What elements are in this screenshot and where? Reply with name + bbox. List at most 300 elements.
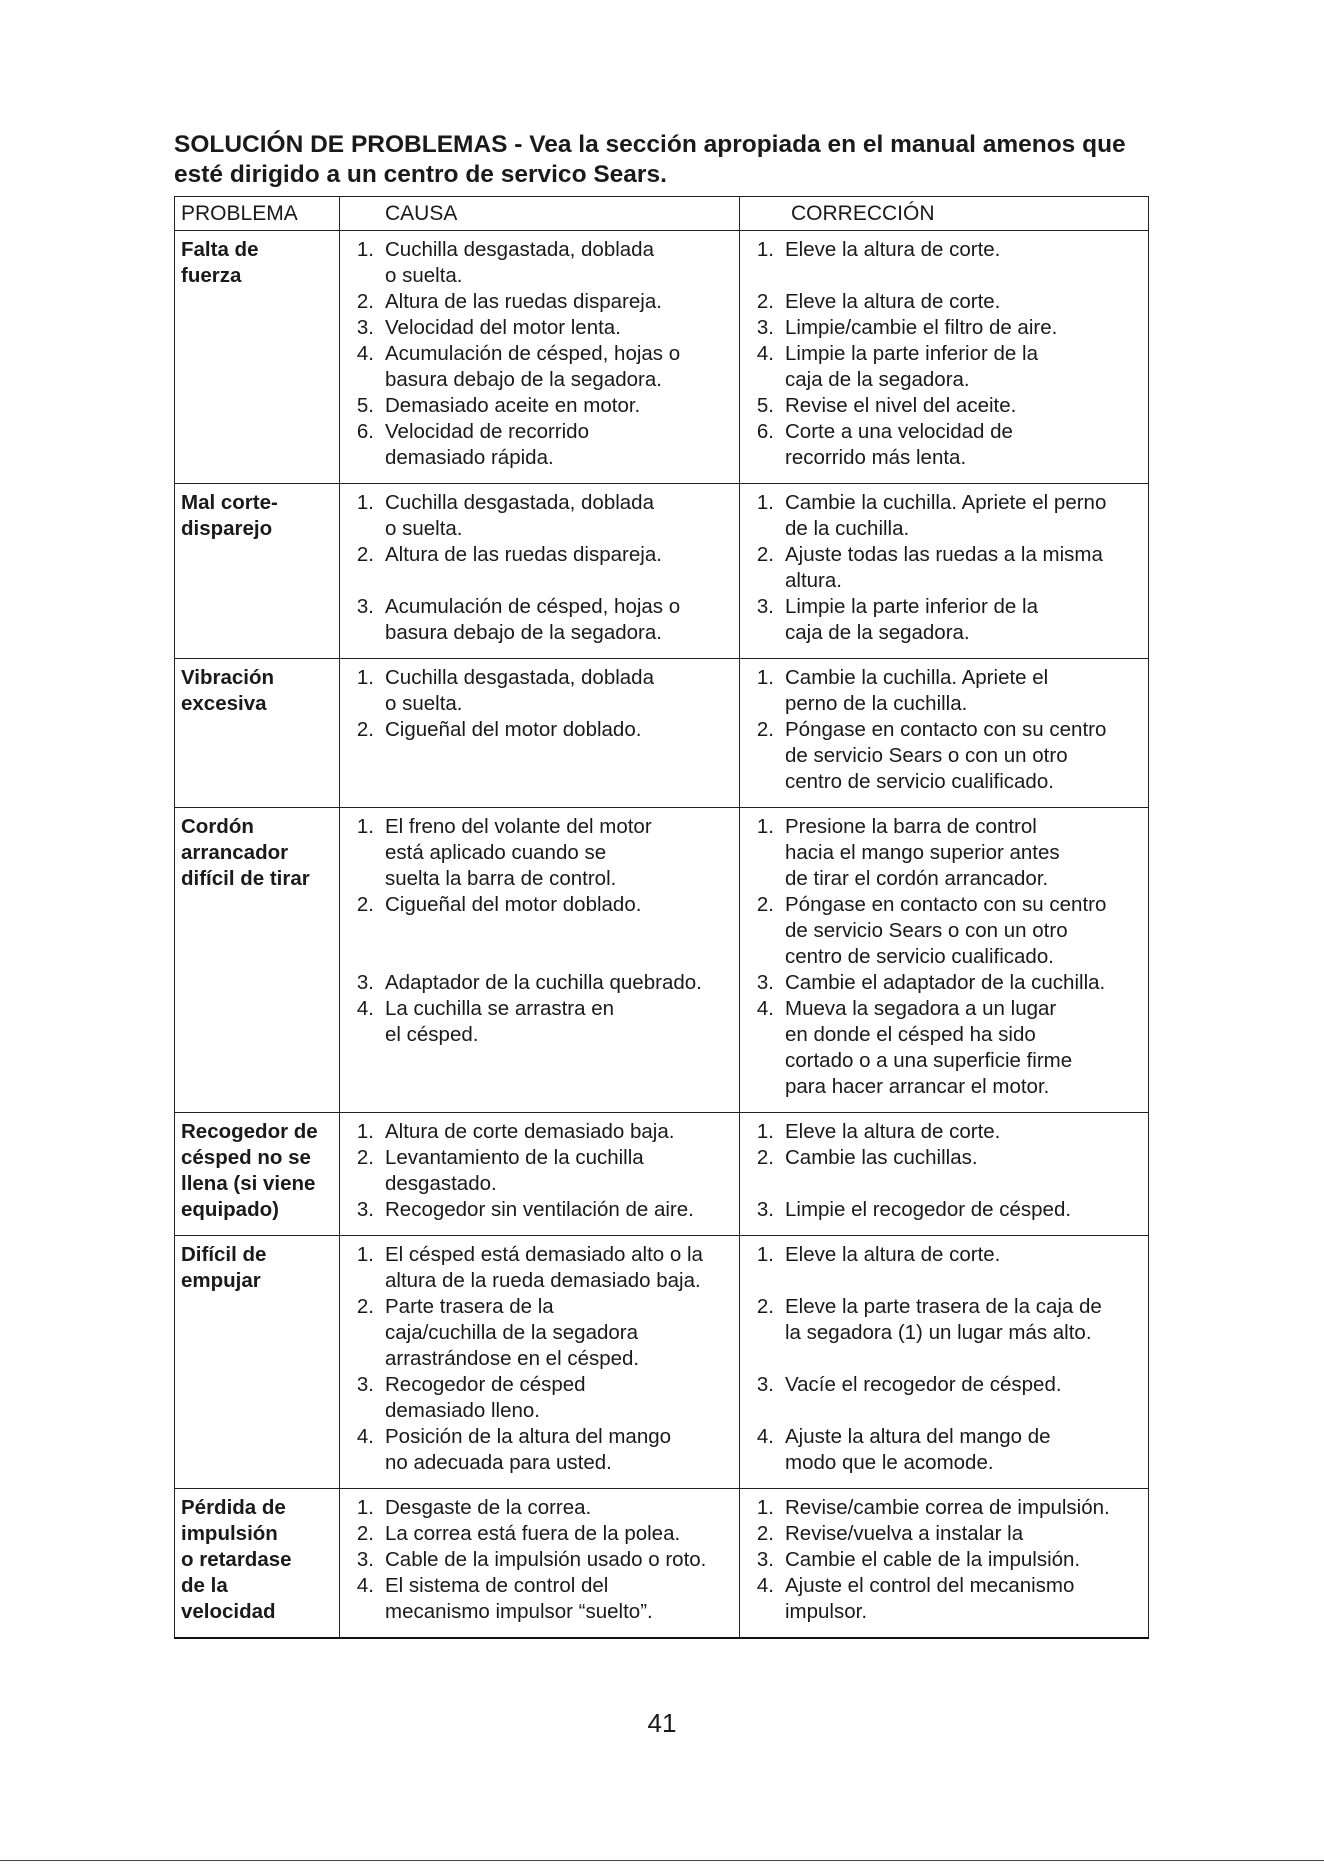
troubleshooting-table: [174, 196, 1149, 1639]
correction-item: [740, 1547, 1144, 1573]
item-line: Altura de las ruedas dispareja.: [385, 543, 662, 566]
item-line: Presione la barra de control: [785, 815, 1037, 838]
item-text: [385, 542, 735, 568]
item-number: 3.: [756, 595, 774, 618]
item-line: Altura de las ruedas dispareja.: [385, 290, 662, 313]
problem-line: césped no se: [181, 1146, 311, 1169]
item-line: perno de la cuchilla.: [785, 692, 968, 715]
item-number: 4.: [756, 1425, 774, 1448]
item-number: 3.: [756, 971, 774, 994]
item-number: 4.: [756, 342, 774, 365]
item-number: 1.: [756, 666, 774, 689]
item-text: [385, 1372, 735, 1424]
problem-line: Recogedor de: [181, 1120, 318, 1143]
item-line: Altura de corte demasiado baja.: [385, 1120, 675, 1143]
cause-item: [340, 665, 735, 717]
item-number: 3.: [756, 1373, 774, 1396]
item-line: de servicio Sears o con un otro: [785, 919, 1068, 942]
item-text: [385, 996, 735, 1048]
item-number: 1.: [756, 1120, 774, 1143]
spacer: [740, 263, 1144, 289]
correction-item: [740, 1197, 1144, 1223]
title-line-1: SOLUCIÓN DE PROBLEMAS - Vea la sección apropiada en el manual amenos que: [174, 131, 1126, 158]
item-line: Limpie/cambie el filtro de aire.: [785, 316, 1058, 339]
item-text: [385, 1242, 735, 1294]
item-line: en donde el césped ha sido: [785, 1023, 1036, 1046]
cause-item: [340, 717, 735, 743]
item-text: [785, 1547, 1144, 1573]
cause-cell: [340, 1113, 740, 1236]
item-line: La cuchilla se arrastra en: [385, 997, 615, 1020]
item-line: suelta la barra de control.: [385, 867, 617, 890]
correction-cell: [740, 1489, 1149, 1639]
item-text: [385, 970, 735, 996]
item-text: [785, 419, 1144, 471]
header-correction: CORRECCIÓN: [740, 197, 1149, 231]
item-line: Revise/vuelva a instalar la: [785, 1522, 1024, 1545]
correction-item: [740, 1242, 1144, 1268]
item-line: Cambie el cable de la impulsión.: [785, 1548, 1081, 1571]
item-line: demasiado rápida.: [385, 446, 554, 469]
item-number: 4.: [356, 997, 374, 1020]
header-cause: CAUSA: [340, 197, 740, 231]
item-line: está aplicado cuando se: [385, 841, 607, 864]
item-line: modo que le acomode.: [785, 1451, 994, 1474]
item-text: [385, 1119, 735, 1145]
cause-item: [340, 1521, 735, 1547]
cause-item: [340, 542, 735, 568]
item-number: 3.: [356, 971, 374, 994]
item-line: Velocidad de recorrido: [385, 420, 589, 443]
item-line: Póngase en contacto con su centro: [785, 718, 1107, 741]
item-line: basura debajo de la segadora.: [385, 368, 662, 391]
item-number: 1.: [356, 1243, 374, 1266]
item-number: 6.: [356, 420, 374, 443]
item-number: 3.: [756, 1548, 774, 1571]
item-line: o suelta.: [385, 264, 463, 287]
cause-cell: [340, 1236, 740, 1489]
item-number: 1.: [356, 666, 374, 689]
item-text: [785, 1294, 1144, 1346]
item-line: Cigueñal del motor doblado.: [385, 718, 642, 741]
item-line: Cuchilla desgastada, doblada: [385, 491, 654, 514]
problem-line: impulsión: [181, 1522, 278, 1545]
item-number: 2.: [356, 1522, 374, 1545]
item-number: 3.: [356, 316, 374, 339]
item-text: [785, 1372, 1144, 1398]
item-line: centro de servicio cualificado.: [785, 945, 1054, 968]
table-body: [175, 231, 1149, 1639]
item-line: La correa está fuera de la polea.: [385, 1522, 681, 1545]
item-text: [785, 1197, 1144, 1223]
item-line: cortado o a una superficie firme: [785, 1049, 1073, 1072]
cause-item: [340, 996, 735, 1048]
item-line: Levantamiento de la cuchilla: [385, 1146, 644, 1169]
item-text: [385, 1521, 735, 1547]
item-line: Limpie la parte inferior de la: [785, 342, 1038, 365]
cause-item: [340, 341, 735, 393]
cause-item: [340, 1294, 735, 1372]
item-line: Cuchilla desgastada, doblada: [385, 666, 654, 689]
cause-item: [340, 970, 735, 996]
item-line: Mueva la segadora a un lugar: [785, 997, 1057, 1020]
table-row: [175, 1113, 1149, 1236]
item-line: Acumulación de césped, hojas o: [385, 342, 681, 365]
spacer: [340, 918, 735, 970]
item-number: 1.: [356, 1496, 374, 1519]
correction-item: [740, 1145, 1144, 1171]
item-number: 2.: [356, 718, 374, 741]
problem-line: Falta de: [181, 238, 259, 261]
item-line: Póngase en contacto con su centro: [785, 893, 1107, 916]
item-line: Eleve la parte trasera de la caja de: [785, 1295, 1102, 1318]
item-text: [785, 717, 1144, 795]
item-line: basura debajo de la segadora.: [385, 621, 662, 644]
item-text: [785, 490, 1144, 542]
item-number: 2.: [356, 543, 374, 566]
item-line: Acumulación de césped, hojas o: [385, 595, 681, 618]
item-text: [785, 1424, 1144, 1476]
item-line: caja de la segadora.: [785, 621, 970, 644]
item-number: 3.: [756, 1198, 774, 1221]
item-line: centro de servicio cualificado.: [785, 770, 1054, 793]
item-number: 3.: [356, 1198, 374, 1221]
cause-cell: [340, 484, 740, 659]
item-text: [385, 393, 735, 419]
correction-cell: [740, 484, 1149, 659]
problem-line: Difícil de: [181, 1243, 267, 1266]
item-line: o suelta.: [385, 517, 463, 540]
item-line: impulsor.: [785, 1600, 868, 1623]
problem-cell: [175, 1236, 340, 1489]
cause-item: [340, 1573, 735, 1625]
item-line: Limpie el recogedor de césped.: [785, 1198, 1072, 1221]
item-number: 3.: [356, 595, 374, 618]
item-line: Parte trasera de la: [385, 1295, 554, 1318]
item-text: [785, 996, 1144, 1100]
item-line: la segadora (1) un lugar más alto.: [785, 1321, 1092, 1344]
correction-item: [740, 665, 1144, 717]
item-text: [385, 1145, 735, 1197]
table-row: [175, 231, 1149, 484]
item-line: Posición de la altura del mango: [385, 1425, 672, 1448]
item-line: altura de la rueda demasiado baja.: [385, 1269, 701, 1292]
item-line: Vacíe el recogedor de césped.: [785, 1373, 1062, 1396]
correction-item: [740, 814, 1144, 892]
item-text: [385, 315, 735, 341]
table-row: [175, 484, 1149, 659]
correction-item: [740, 996, 1144, 1100]
correction-item: [740, 594, 1144, 646]
item-number: 2.: [756, 1295, 774, 1318]
item-number: 1.: [756, 815, 774, 838]
cause-item: [340, 892, 735, 918]
problem-line: Cordón: [181, 815, 254, 838]
item-line: Cambie la cuchilla. Apriete el: [785, 666, 1049, 689]
cause-item: [340, 393, 735, 419]
item-number: 3.: [356, 1373, 374, 1396]
item-line: Eleve la altura de corte.: [785, 290, 1001, 313]
item-number: 2.: [356, 893, 374, 916]
item-line: de tirar el cordón arrancador.: [785, 867, 1049, 890]
item-text: [785, 1145, 1144, 1171]
item-number: 6.: [756, 420, 774, 443]
cause-item: [340, 1424, 735, 1476]
item-number: 1.: [756, 1243, 774, 1266]
item-text: [785, 237, 1144, 263]
item-line: El freno del volante del motor: [385, 815, 652, 838]
item-line: Cuchilla desgastada, doblada: [385, 238, 654, 261]
item-text: [385, 717, 735, 743]
item-text: [785, 1495, 1144, 1521]
item-text: [785, 892, 1144, 970]
cause-cell: [340, 808, 740, 1113]
item-text: [385, 814, 735, 892]
item-line: Recogedor de césped: [385, 1373, 586, 1396]
header-problem: PROBLEMA: [175, 197, 340, 231]
spacer: [740, 1171, 1144, 1197]
item-number: 3.: [356, 1548, 374, 1571]
item-line: Corte a una velocidad de: [785, 420, 1013, 443]
table-row: [175, 659, 1149, 808]
item-line: Cable de la impulsión usado o roto.: [385, 1548, 707, 1571]
item-line: El sistema de control del: [385, 1574, 609, 1597]
item-number: 1.: [756, 491, 774, 514]
item-number: 1.: [756, 1496, 774, 1519]
problem-line: disparejo: [181, 517, 273, 540]
problem-cell: [175, 1113, 340, 1236]
cause-cell: [340, 231, 740, 484]
problem-line: difícil de tirar: [181, 867, 310, 890]
item-line: arrastrándose en el césped.: [385, 1347, 640, 1370]
item-number: 2.: [356, 1146, 374, 1169]
item-text: [785, 1242, 1144, 1268]
item-text: [385, 419, 735, 471]
problem-cell: [175, 231, 340, 484]
item-line: altura.: [785, 569, 842, 592]
problem-line: Vibración: [181, 666, 275, 689]
correction-item: [740, 892, 1144, 970]
problem-line: o retardase: [181, 1548, 292, 1571]
item-number: 4.: [356, 1574, 374, 1597]
table-row: [175, 1489, 1149, 1639]
item-text: [385, 237, 735, 289]
item-number: 4.: [756, 997, 774, 1020]
table-row: [175, 808, 1149, 1113]
item-line: Ajuste la altura del mango de: [785, 1425, 1051, 1448]
correction-item: [740, 1294, 1144, 1346]
cause-item: [340, 1119, 735, 1145]
item-text: [785, 1119, 1144, 1145]
item-text: [785, 1573, 1144, 1625]
item-number: 2.: [756, 1146, 774, 1169]
item-number: 5.: [356, 394, 374, 417]
item-line: desgastado.: [385, 1172, 497, 1195]
problem-cell: [175, 1489, 340, 1639]
correction-item: [740, 393, 1144, 419]
item-number: 2.: [756, 1522, 774, 1545]
cause-item: [340, 1547, 735, 1573]
item-number: 1.: [356, 815, 374, 838]
spacer: [740, 1398, 1144, 1424]
item-number: 2.: [756, 543, 774, 566]
page-title: [174, 130, 1174, 190]
problem-cell: [175, 659, 340, 808]
correction-item: [740, 542, 1144, 594]
item-line: mecanismo impulsor “suelto”.: [385, 1600, 653, 1623]
item-text: [785, 665, 1144, 717]
correction-item: [740, 1573, 1144, 1625]
problem-line: Pérdida de: [181, 1496, 286, 1519]
item-text: [785, 814, 1144, 892]
problem-line: fuerza: [181, 264, 242, 287]
correction-cell: [740, 808, 1149, 1113]
item-number: 1.: [356, 491, 374, 514]
problem-line: velocidad: [181, 1600, 276, 1623]
problem-cell: [175, 484, 340, 659]
item-number: 2.: [756, 718, 774, 741]
correction-item: [740, 1372, 1144, 1398]
correction-item: [740, 1119, 1144, 1145]
item-text: [785, 393, 1144, 419]
item-line: Limpie la parte inferior de la: [785, 595, 1038, 618]
item-line: para hacer arrancar el motor.: [785, 1075, 1050, 1098]
item-number: 2.: [756, 893, 774, 916]
spacer: [740, 1346, 1144, 1372]
cause-cell: [340, 1489, 740, 1639]
item-number: 3.: [756, 316, 774, 339]
item-line: Velocidad del motor lenta.: [385, 316, 621, 339]
correction-item: [740, 1495, 1144, 1521]
cause-item: [340, 419, 735, 471]
spacer: [340, 568, 735, 594]
cause-item: [340, 1145, 735, 1197]
bottom-rule: [0, 1860, 1324, 1861]
problem-cell: [175, 808, 340, 1113]
item-text: [385, 1495, 735, 1521]
item-line: caja/cuchilla de la segadora: [385, 1321, 638, 1344]
cause-item: [340, 315, 735, 341]
item-line: recorrido más lenta.: [785, 446, 967, 469]
cause-item: [340, 1242, 735, 1294]
item-line: caja de la segadora.: [785, 368, 970, 391]
item-line: Cambie la cuchilla. Apriete el perno: [785, 491, 1107, 514]
item-line: Ajuste todas las ruedas a la misma: [785, 543, 1103, 566]
item-text: [385, 1294, 735, 1372]
problem-line: excesiva: [181, 692, 267, 715]
item-line: hacia el mango superior antes: [785, 841, 1060, 864]
title-line-2: esté dirigido a un centro de servico Sears.: [174, 161, 667, 188]
cause-item: [340, 814, 735, 892]
problem-line: equipado): [181, 1198, 279, 1221]
item-number: 2.: [756, 290, 774, 313]
item-number: 4.: [356, 342, 374, 365]
item-text: [385, 1547, 735, 1573]
item-number: 4.: [756, 1574, 774, 1597]
item-line: demasiado lleno.: [385, 1399, 540, 1422]
item-line: Desgaste de la correa.: [385, 1496, 592, 1519]
correction-item: [740, 1424, 1144, 1476]
cause-cell: [340, 659, 740, 808]
correction-item: [740, 237, 1144, 263]
item-number: 1.: [356, 1120, 374, 1143]
correction-item: [740, 419, 1144, 471]
problem-line: Mal corte-: [181, 491, 278, 514]
item-text: [785, 970, 1144, 996]
spacer: [740, 1268, 1144, 1294]
table-row: [175, 1236, 1149, 1489]
item-line: El césped está demasiado alto o la: [385, 1243, 703, 1266]
problem-line: de la: [181, 1574, 228, 1597]
correction-item: [740, 970, 1144, 996]
item-line: Cambie el adaptador de la cuchilla.: [785, 971, 1106, 994]
item-line: de servicio Sears o con un otro: [785, 744, 1068, 767]
correction-item: [740, 717, 1144, 795]
correction-cell: [740, 1113, 1149, 1236]
item-line: o suelta.: [385, 692, 463, 715]
item-line: Cambie las cuchillas.: [785, 1146, 978, 1169]
item-number: 2.: [356, 290, 374, 313]
correction-cell: [740, 231, 1149, 484]
item-text: [785, 542, 1144, 594]
cause-item: [340, 490, 735, 542]
item-line: Adaptador de la cuchilla quebrado.: [385, 971, 702, 994]
item-line: Ajuste el control del mecanismo: [785, 1574, 1075, 1597]
cause-item: [340, 1495, 735, 1521]
item-line: Revise el nivel del aceite.: [785, 394, 1017, 417]
item-text: [785, 341, 1144, 393]
table-header-row: [175, 197, 1149, 231]
item-line: el césped.: [385, 1023, 479, 1046]
item-text: [785, 594, 1144, 646]
item-number: 4.: [356, 1425, 374, 1448]
item-number: 2.: [356, 1295, 374, 1318]
item-line: Eleve la altura de corte.: [785, 238, 1001, 261]
item-text: [385, 341, 735, 393]
correction-item: [740, 1521, 1144, 1547]
item-line: no adecuada para usted.: [385, 1451, 612, 1474]
item-text: [385, 1573, 735, 1625]
correction-item: [740, 490, 1144, 542]
item-line: Recogedor sin ventilación de aire.: [385, 1198, 694, 1221]
item-text: [385, 1197, 735, 1223]
correction-cell: [740, 1236, 1149, 1489]
item-text: [385, 665, 735, 717]
item-line: de la cuchilla.: [785, 517, 910, 540]
correction-item: [740, 341, 1144, 393]
item-number: 1.: [356, 238, 374, 261]
page-number: 41: [647, 1708, 677, 1738]
item-line: Demasiado aceite en motor.: [385, 394, 641, 417]
item-text: [385, 490, 735, 542]
correction-item: [740, 289, 1144, 315]
item-line: Eleve la altura de corte.: [785, 1243, 1001, 1266]
problem-line: arrancador: [181, 841, 289, 864]
item-line: Revise/cambie correa de impulsión.: [785, 1496, 1110, 1519]
item-text: [385, 594, 735, 646]
cause-item: [340, 1197, 735, 1223]
correction-item: [740, 315, 1144, 341]
cause-item: [340, 289, 735, 315]
item-text: [785, 315, 1144, 341]
item-text: [785, 1521, 1144, 1547]
problem-line: empujar: [181, 1269, 261, 1292]
item-number: 5.: [756, 394, 774, 417]
item-text: [385, 1424, 735, 1476]
problem-line: llena (si viene: [181, 1172, 316, 1195]
correction-cell: [740, 659, 1149, 808]
item-line: Cigueñal del motor doblado.: [385, 893, 642, 916]
